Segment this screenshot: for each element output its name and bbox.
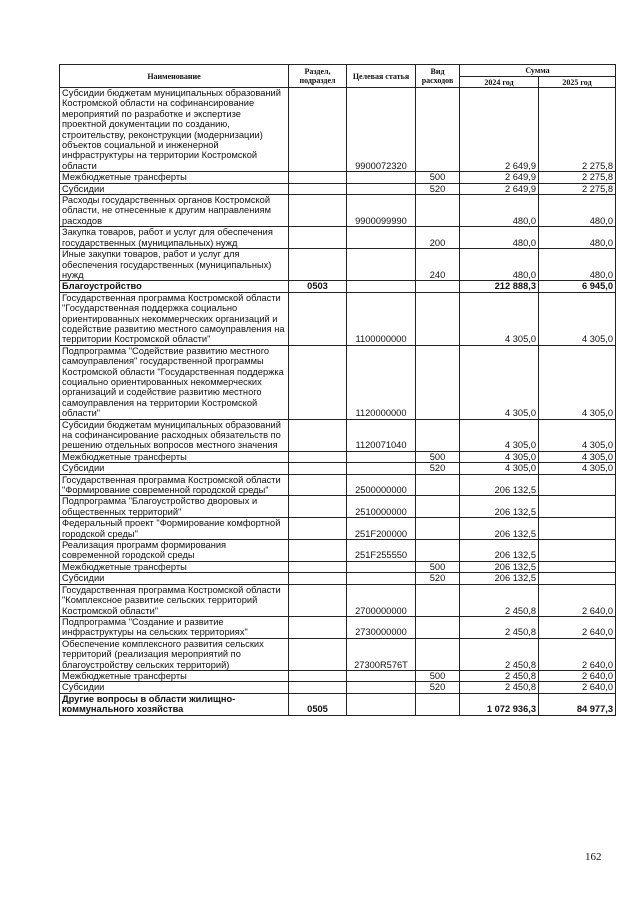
cell-type (416, 419, 460, 451)
cell-target: 9900099990 (347, 195, 416, 227)
table-row (60, 292, 616, 345)
cell-target (347, 451, 416, 462)
table-row (60, 249, 616, 281)
cell-type (416, 540, 460, 562)
cell-type (416, 518, 460, 540)
table-row (60, 172, 616, 183)
cell-name: Субсидии бюджетам муниципальных образований Костромской области на софинансирование мероприятий по разработке и экспертизе проектной документации по созданию, строительству, реконструкции (модернизации) объектов социальной и инженерной инфраструктуры на территории Костромской области (60, 88, 289, 172)
cell-type: 500 (416, 451, 460, 462)
table-row (60, 183, 616, 194)
cell-2025: 2 275,8 (539, 183, 616, 194)
cell-2025 (539, 496, 616, 518)
cell-2024: 2 450,8 (460, 682, 539, 693)
cell-section (289, 616, 347, 638)
cell-2025: 2 640,0 (539, 616, 616, 638)
cell-2025: 4 305,0 (539, 419, 616, 451)
budget-table (59, 64, 616, 716)
cell-type (416, 638, 460, 670)
cell-target: 1120000000 (347, 345, 416, 419)
cell-name: Межбюджетные трансферты (60, 561, 289, 572)
cell-name: Субсидии (60, 463, 289, 474)
cell-section (289, 172, 347, 183)
cell-2024: 480,0 (460, 227, 539, 249)
table-header (60, 65, 616, 88)
cell-target (347, 281, 416, 292)
table-row (60, 227, 616, 249)
cell-name: Подпрограмма "Содействие развитию местного самоуправления" государственной программы Костромской области "Государственная поддержка социально ориентированных некоммерческих организаций и содействие развитию местного самоуправления на территории Костромской области" (60, 345, 289, 419)
cell-target: 251F200000 (347, 518, 416, 540)
table-row (60, 638, 616, 670)
cell-name: Межбюджетные трансферты (60, 172, 289, 183)
cell-name: Субсидии (60, 573, 289, 584)
cell-2025: 2 275,8 (539, 172, 616, 183)
cell-2025: 2 640,0 (539, 670, 616, 681)
cell-type: 500 (416, 670, 460, 681)
header-2024: 2024 год (460, 77, 539, 88)
cell-section (289, 88, 347, 172)
cell-type (416, 616, 460, 638)
cell-2025: 480,0 (539, 195, 616, 227)
cell-type (416, 88, 460, 172)
cell-target (347, 463, 416, 474)
cell-name: Другие вопросы в области жилищно-коммунального хозяйства (60, 693, 289, 715)
cell-2024: 480,0 (460, 249, 539, 281)
cell-2025: 2 640,0 (539, 638, 616, 670)
cell-type: 520 (416, 573, 460, 584)
cell-section (289, 584, 347, 616)
cell-2024: 2 649,9 (460, 172, 539, 183)
cell-section (289, 292, 347, 345)
cell-section (289, 474, 347, 496)
cell-target: 2500000000 (347, 474, 416, 496)
cell-2024: 4 305,0 (460, 419, 539, 451)
cell-2025 (539, 474, 616, 496)
header-type: Вид расходов (416, 65, 460, 88)
cell-target: 9900072320 (347, 88, 416, 172)
cell-2025: 84 977,3 (539, 693, 616, 715)
cell-type: 500 (416, 561, 460, 572)
cell-2024: 2 450,8 (460, 670, 539, 681)
cell-target (347, 670, 416, 681)
cell-name: Иные закупки товаров, работ и услуг для обеспечения государственных (муниципальных) нужд (60, 249, 289, 281)
cell-target (347, 693, 416, 715)
cell-type (416, 292, 460, 345)
cell-name: Государственная программа Костромской области "Государственная поддержка социально ориентированных некоммерческих организаций и содействие развитию местного самоуправления на территории Костромской области" (60, 292, 289, 345)
table-row (60, 682, 616, 693)
cell-target (347, 249, 416, 281)
cell-name: Подпрограмма "Создание и развитие инфраструктуры на сельских территориях" (60, 616, 289, 638)
cell-name: Федеральный проект "Формирование комфортной городской среды" (60, 518, 289, 540)
cell-2024: 2 450,8 (460, 616, 539, 638)
cell-name: Субсидии (60, 682, 289, 693)
cell-2024: 206 132,5 (460, 561, 539, 572)
cell-target: 2700000000 (347, 584, 416, 616)
cell-target: 251F255550 (347, 540, 416, 562)
header-2025: 2025 год (539, 77, 616, 88)
cell-type (416, 345, 460, 419)
cell-2024: 1 072 936,3 (460, 693, 539, 715)
cell-section (289, 638, 347, 670)
cell-target (347, 682, 416, 693)
table-row (60, 561, 616, 572)
cell-target: 1100000000 (347, 292, 416, 345)
cell-target: 1120071040 (347, 419, 416, 451)
cell-type (416, 496, 460, 518)
cell-2025: 4 305,0 (539, 451, 616, 462)
cell-section (289, 451, 347, 462)
cell-section (289, 463, 347, 474)
cell-name: Реализация программ формирования современной городской среды (60, 540, 289, 562)
cell-type: 520 (416, 682, 460, 693)
cell-target: 2730000000 (347, 616, 416, 638)
cell-2024: 206 132,5 (460, 496, 539, 518)
cell-2024: 4 305,0 (460, 345, 539, 419)
cell-type: 240 (416, 249, 460, 281)
cell-type (416, 195, 460, 227)
table-body (60, 88, 616, 716)
cell-2024: 206 132,5 (460, 474, 539, 496)
cell-section (289, 682, 347, 693)
cell-type: 520 (416, 463, 460, 474)
table-row (60, 195, 616, 227)
cell-type (416, 281, 460, 292)
cell-name: Расходы государственных органов Костромской области, не отнесенные к другим направлениям расходов (60, 195, 289, 227)
header-target: Целевая статья (347, 65, 416, 88)
cell-name: Государственная программа Костромской области "Формирование современной городской среды" (60, 474, 289, 496)
cell-target (347, 573, 416, 584)
cell-target (347, 561, 416, 572)
page-number: 162 (585, 851, 602, 863)
cell-2024: 206 132,5 (460, 518, 539, 540)
cell-2025: 4 305,0 (539, 292, 616, 345)
cell-type: 200 (416, 227, 460, 249)
cell-target (347, 172, 416, 183)
cell-section (289, 227, 347, 249)
cell-name: Государственная программа Костромской области "Комплексное развитие сельских территорий Костромской области" (60, 584, 289, 616)
cell-section (289, 573, 347, 584)
table-row (60, 419, 616, 451)
cell-2024: 2 450,8 (460, 584, 539, 616)
cell-type: 520 (416, 183, 460, 194)
table-row (60, 518, 616, 540)
cell-target: 27300R576T (347, 638, 416, 670)
cell-section (289, 540, 347, 562)
header-name: Наименование (60, 65, 289, 88)
cell-2025 (539, 518, 616, 540)
cell-2025: 6 945,0 (539, 281, 616, 292)
cell-2025: 4 305,0 (539, 345, 616, 419)
header-sum: Сумма (460, 65, 616, 77)
table-row (60, 451, 616, 462)
cell-section: 0503 (289, 281, 347, 292)
cell-2024: 206 132,5 (460, 573, 539, 584)
cell-name: Межбюджетные трансферты (60, 670, 289, 681)
cell-2024: 480,0 (460, 195, 539, 227)
table-row (60, 281, 616, 292)
cell-section (289, 249, 347, 281)
cell-name: Закупка товаров, работ и услуг для обеспечения государственных (муниципальных) нужд (60, 227, 289, 249)
cell-target (347, 183, 416, 194)
cell-section (289, 345, 347, 419)
cell-2024: 212 888,3 (460, 281, 539, 292)
table-row (60, 670, 616, 681)
cell-2025 (539, 540, 616, 562)
cell-2025 (539, 561, 616, 572)
cell-2025: 2 640,0 (539, 584, 616, 616)
table-row (60, 540, 616, 562)
cell-type: 500 (416, 172, 460, 183)
table-row (60, 584, 616, 616)
cell-2025: 480,0 (539, 227, 616, 249)
table-row (60, 616, 616, 638)
table-row (60, 474, 616, 496)
cell-section (289, 183, 347, 194)
table-row (60, 573, 616, 584)
cell-2024: 4 305,0 (460, 451, 539, 462)
cell-2024: 4 305,0 (460, 463, 539, 474)
cell-2024: 2 450,8 (460, 638, 539, 670)
cell-target (347, 227, 416, 249)
cell-name: Субсидии (60, 183, 289, 194)
cell-2025: 2 275,8 (539, 88, 616, 172)
table-row (60, 463, 616, 474)
header-section: Раздел, подраздел (289, 65, 347, 88)
cell-section (289, 518, 347, 540)
cell-2025: 4 305,0 (539, 463, 616, 474)
table-row (60, 345, 616, 419)
table-row (60, 88, 616, 172)
cell-2024: 4 305,0 (460, 292, 539, 345)
cell-2025: 480,0 (539, 249, 616, 281)
cell-2024: 2 649,9 (460, 183, 539, 194)
cell-section (289, 561, 347, 572)
cell-section (289, 670, 347, 681)
cell-name: Субсидии бюджетам муниципальных образований на софинансирование расходных обязательств по решению отдельных вопросов местного значения (60, 419, 289, 451)
cell-2025: 2 640,0 (539, 682, 616, 693)
cell-2025 (539, 573, 616, 584)
cell-2024: 2 649,9 (460, 88, 539, 172)
cell-name: Межбюджетные трансферты (60, 451, 289, 462)
cell-name: Обеспечение комплексного развития сельских территорий (реализация мероприятий по благоустройству сельских территорий) (60, 638, 289, 670)
table-row (60, 496, 616, 518)
cell-type (416, 693, 460, 715)
cell-section (289, 496, 347, 518)
cell-section (289, 419, 347, 451)
cell-2024: 206 132,5 (460, 540, 539, 562)
cell-type (416, 474, 460, 496)
cell-section (289, 195, 347, 227)
cell-section: 0505 (289, 693, 347, 715)
cell-target: 2510000000 (347, 496, 416, 518)
cell-type (416, 584, 460, 616)
cell-name: Благоустройство (60, 281, 289, 292)
cell-name: Подпрограмма "Благоустройство дворовых и общественных территорий" (60, 496, 289, 518)
table-row (60, 693, 616, 715)
